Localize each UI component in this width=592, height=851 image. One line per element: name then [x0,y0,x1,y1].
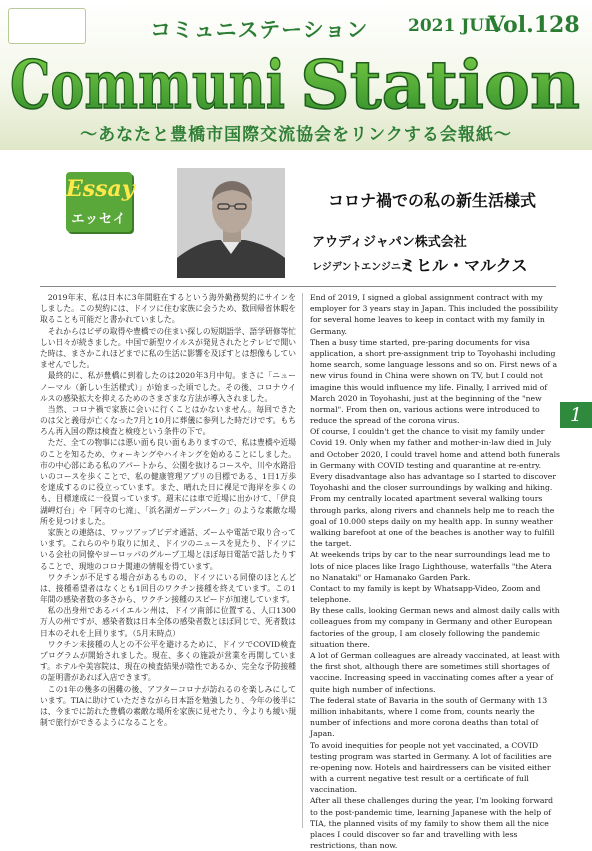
english-paragraph: A lot of German colleagues are already vaccinated, at least with the first shot, although there are sometimes still shortages of vaccine. Increasing speed in vaccinating comes after a year of quite high number of infections. [310,651,561,694]
logo-word-station: Station [300,46,580,124]
article-title: コロナ禍での私の新生活様式 [328,191,537,210]
english-paragraph: After all these challenges during the year, I'm looking forward to the post-pandemic time, learning Japanese with the help of TIA, the planned visits of my family to show them all the nice places I could discover so far and travelling with less restrictions, than now. [310,796,554,851]
japanese-paragraph: 家族との連絡は、ワッツアップビデオ通話、ズームや電話で取り合っています。これらのやり取りに加え、ドイツのニュースを見たり、ドイツにいる会社の同僚やヨーロッパのグループ工場とほぼ毎日電話で話したりすることで、現地のコロナ関連の情報を得ています。 [40,527,296,571]
page-number-tab [560,402,592,428]
issue-volume: Vol.128 [488,12,580,38]
japanese-paragraph: 当然、コロナ禍で家族に会いに行くことはかないません。毎回できたのは父と義母が亡くなった7月と10月に葬儀に参列した時だけです。もちろん再入国の際は検査と検疫という条件の下で。 [40,404,296,437]
heading-divider [40,286,556,287]
japanese-paragraph: それからはビザの取得や豊橋での住まい探しの短期語学、語学研修等忙しい日々が続きました。中国で新型ウイルスが発見されたとテレビで聞いた時は、まさかこれほどまでに私の生活に影響を及ぼすとは想像もしていませんでした。 [40,326,296,370]
english-paragraph: Then a busy time started, pre-paring documents for visa application, a short pre-assignment trip to Toyohashi including home search, some language lessons and so on. First news of a new virus found in China were shown on TV, but I could not imagine this would influence my life. Finally, I arrived mid of March 2020 in Toyohashi, just at the beginning of the "new normal". From then on, various actions were introduced to reduce the spread of the corona virus. [310,337,558,426]
page-number: 1 [569,404,583,426]
japanese-paragraph: この1年の幾多の困難の後、アフターコロナが訪れるのを楽しみにしています。TIAに助けていただきながら日本語を勉強したり、今年の後半には、今までに訪れた豊橋の素敵な場所を家族に見せたり、今よりも緩い規制で旅行ができるようになることを。 [40,684,296,728]
author-portrait-photo [177,168,285,278]
english-paragraph: Every disadvantage also has advantage so I started to discover Toyohashi and the closer surroundings by walking and hiking. From my centrally located apartment several walking tours through parks, along rivers and channels help me to reach the goal of 10.000 steps daily on my health app. In sunny weather walking barefoot at one of the beaches is another way to fulfill the target. [310,472,556,549]
masthead [0,0,592,150]
essay-badge [66,172,135,232]
japanese-paragraph: ただ、全ての物事には悪い面も良い面もありますので、私は豊橋や近場のことを知るため、ウォーキングやハイキングを始めることにしました。市の中心部にある私のアパートから、公園を抜けるコースや、川や水路沿いのコースを歩くことで、私の健康管理アプリの目標である、1日1万歩を達成するのに役立っています。また、晴れた日に裸足で海岸を歩くのも、目標達成に一役買っています。週末には車で近場に出かけて、「伊良湖岬灯台」や「阿寺の七滝」、「浜名湖ガーデンパーク」のような素敵な場所を見つけました。 [40,438,296,526]
issue-date: 2021 JUL. [408,16,502,36]
english-paragraph: End of 2019, I signed a global assignment contract with my employer for 3 years stay in Japan. This included the possibility for several home leaves to keep in contact with my family in Germany. [310,293,559,336]
english-paragraph: To avoid inequities for people not yet vaccinated, a COVID testing program was started in Germany. A lot of facilities are re-opening now. Hotels and hairdressers can be visited either with a current negative test result or a certificate of full vaccination. [310,740,552,795]
japanese-paragraph: 私の出身州であるバイエルン州は、ドイツ南部に位置する、人口1300万人の州ですが、感染者数は日本全体の感染者数とほぼ同じで、死者数は日本のそれを上回ります。（5月末時点） [40,606,296,638]
portrait-illustration [177,168,285,278]
logo-word-communi: Communi [10,46,285,124]
english-paragraph: At weekends trips by car to the near surroundings lead me to lots of nice places like Irago Lighthouse, waterfalls "the Atera no Nanataki" or Hamanako Garden Park. [310,550,552,582]
japanese-paragraph: 最終的に、私が豊橋に到着したのは2020年3月中旬。まさに「ニューノーマル（新しい生活様式）」が始まった頃でした。その後、コロナウイルスの感染拡大を抑えるためのさまざまな方法が導入されました。 [40,371,296,403]
japanese-paragraph: 2019年末、私は日本に3年間駐在するという海外勤務契約にサインをしました。この契約には、ドイツに住む家族に会うため、数回帰省休暇を取ることも可能だと書かれていました。 [40,293,296,325]
japanese-paragraph: ワクチンが不足する場合があるものの、ドイツにいる同僚のほとんどは、接種希望者はなくとも1回目のワクチン接種を終えています。この1年間の感染者数の多さから、ワクチン接種のスピードが加速しています。 [40,572,296,605]
japanese-body-column [40,292,296,832]
communi-station-logo [6,30,586,124]
column-rule [302,293,303,828]
english-body-column [310,292,561,851]
english-paragraph: Contact to my family is kept by Whatsapp-Video, Zoom and telephone. [310,583,541,605]
essay-word: Essay [66,176,135,202]
author-role: レジデントエンジニア [312,262,411,273]
subtitle: ～あなたと豊橋市国際交流協会をリンクする会報紙～ [80,125,512,145]
author-company: アウディジャパン株式会社 [312,235,467,250]
english-paragraph: By these calls, looking German news and almost daily calls with colleagues from my company in Germany and other European factories of the group, I am closely following the pandemic situation there. [310,606,560,649]
katakana-title: コミュニステーション [150,18,369,42]
author-name: ミヒル・マルクス [400,256,528,275]
essay-label-japanese: エッセイ [71,212,127,227]
english-paragraph: The federal state of Bavaria in the south of Germany with 13 million inhabitants, where I come from, counts nearly the number of infections and more corona deaths than total of Japan. [310,695,548,739]
english-paragraph: Of course, I couldn't get the chance to visit my family under Covid 19. Only when my father and mother-in-law died in July and October 2020, I could travel home and attend both funerals in Germany with COVID testing and quarantine at re-entry. [310,427,560,470]
japanese-paragraph: ワクチン未接種の人との不公平を避けるために、ドイツでCOVID検査プログラムが開始されました。現在、多くの施設が営業を再開しています。ホテルや美容院は、現在の検査結果が陰性であるか、完全な予防接種の証明書があれば入店できます。 [40,639,296,683]
